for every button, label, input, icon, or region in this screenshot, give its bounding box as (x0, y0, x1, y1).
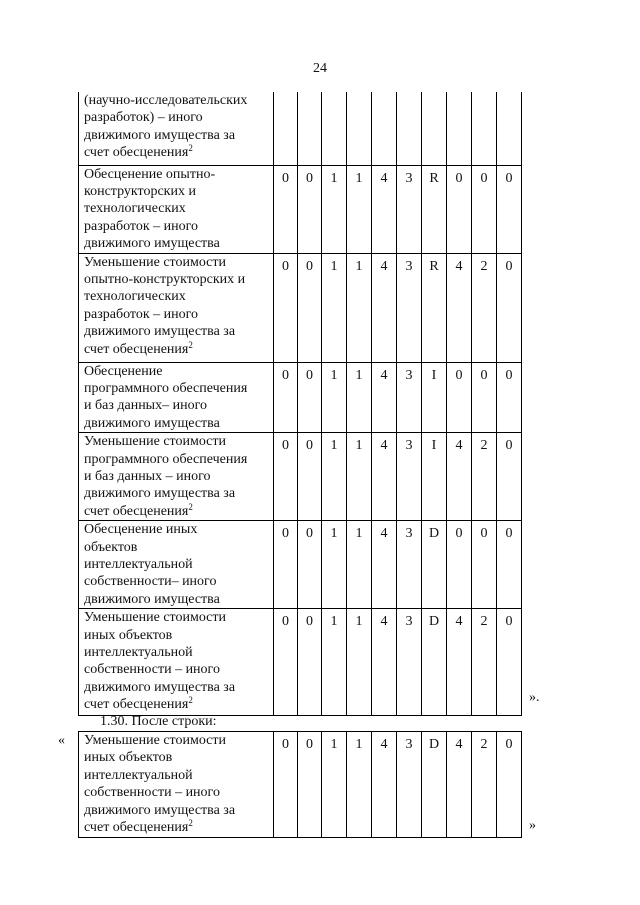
code-digit-cell: 2 (472, 609, 497, 716)
code-digit-cell: 0 (447, 165, 472, 253)
code-digit-cell: 3 (397, 253, 422, 362)
page-number: 24 (313, 61, 327, 76)
code-digit-cell: 4 (447, 253, 472, 362)
description-line: объектов (84, 539, 138, 555)
code-digit-cell: 3 (397, 732, 422, 838)
code-digit-cell: 0 (497, 362, 522, 433)
code-digit-cell: D (422, 609, 447, 716)
code-digit-cell: 3 (397, 362, 422, 433)
description-line: программного обеспечения (84, 451, 248, 467)
code-digit-cell: 2 (472, 253, 497, 362)
code-digit-cell: 0 (497, 253, 522, 362)
description-line: собственности – иного (84, 662, 220, 678)
description-line: движимого имущества за (84, 324, 236, 340)
code-digit-cell: 4 (447, 433, 472, 521)
code-digit-cell: 1 (322, 521, 347, 609)
code-digit-cell: 1 (322, 253, 347, 362)
description-line: разработок – иного (84, 306, 199, 322)
description-line: программного обеспечения (84, 380, 248, 396)
code-digit-cell (372, 92, 397, 165)
row-description (79, 521, 274, 609)
code-digit-cell: 4 (447, 732, 472, 838)
code-digit-cell (497, 92, 522, 165)
code-digit-cell: R (422, 165, 447, 253)
description-line: Уменьшение стоимости (84, 610, 226, 626)
code-digit-cell: 4 (372, 609, 397, 716)
footnote-marker: 2 (188, 695, 193, 706)
code-digit-cell: 1 (347, 165, 372, 253)
description-line: счет обесценения (84, 145, 189, 161)
code-digit-cell: 0 (497, 521, 522, 609)
code-digit-cell: 4 (372, 732, 397, 838)
section-heading: 1.30. После строки: (100, 714, 217, 729)
code-digit-cell: 1 (347, 521, 372, 609)
description-line: счет обесценения (84, 341, 189, 357)
code-digit-cell: 0 (274, 732, 298, 838)
code-digit-cell: 3 (397, 165, 422, 253)
code-digit-cell: 0 (298, 433, 322, 521)
description-line: интеллектуальной (84, 645, 193, 661)
code-digit-cell: 4 (372, 165, 397, 253)
footnote-marker: 2 (188, 143, 193, 154)
description-line: движимого имущества за (84, 127, 236, 143)
code-digit-cell (298, 92, 322, 165)
code-digit-cell: 0 (472, 362, 497, 433)
description-line: иных объектов (84, 627, 173, 643)
description-line: Уменьшение стоимости (84, 254, 226, 270)
description-line: Обесценение (84, 363, 163, 379)
description-line: счет обесценения (84, 503, 189, 519)
table-row (79, 609, 522, 716)
description-line: (научно-исследовательских (84, 93, 248, 108)
code-digit-cell: 0 (497, 732, 522, 838)
code-digit-cell: 0 (298, 521, 322, 609)
description-line: счет обесценения (84, 697, 189, 713)
budget-code-table (78, 92, 522, 716)
code-digit-cell: 0 (298, 362, 322, 433)
code-digit-cell: 1 (322, 609, 347, 716)
description-line: и баз данных – иного (84, 468, 211, 484)
closing-quote-main: ». (529, 690, 540, 705)
row-description (79, 362, 274, 433)
description-line: счет обесценения (84, 820, 189, 836)
description-line: Уменьшение стоимости (84, 434, 226, 450)
closing-quote-tail: » (529, 818, 536, 833)
code-digit-cell (472, 92, 497, 165)
code-digit-cell: 0 (298, 253, 322, 362)
code-digit-cell: 0 (274, 253, 298, 362)
code-digit-cell: 4 (372, 521, 397, 609)
code-digit-cell: 1 (347, 732, 372, 838)
code-digit-cell (347, 92, 372, 165)
code-digit-cell: 2 (472, 732, 497, 838)
code-digit-cell (397, 92, 422, 165)
code-digit-cell: 1 (322, 732, 347, 838)
description-line: иных объектов (84, 750, 173, 766)
description-line: движимого имущества (84, 591, 220, 607)
table-row (79, 362, 522, 433)
code-digit-cell: 0 (274, 362, 298, 433)
row-description (79, 433, 274, 521)
row-description (79, 253, 274, 362)
code-digit-cell: 0 (497, 433, 522, 521)
code-digit-cell: 4 (447, 609, 472, 716)
footnote-marker: 2 (188, 501, 193, 512)
description-line: движимого имущества (84, 415, 220, 431)
code-digit-cell: 0 (298, 165, 322, 253)
code-digit-cell: 0 (274, 433, 298, 521)
code-digit-cell: 3 (397, 521, 422, 609)
code-digit-cell: I (422, 362, 447, 433)
code-digit-cell: 0 (298, 732, 322, 838)
code-digit-cell: 3 (397, 433, 422, 521)
code-digit-cell: 1 (347, 609, 372, 716)
code-digit-cell: 4 (372, 433, 397, 521)
code-digit-cell: 1 (347, 253, 372, 362)
code-digit-cell: R (422, 253, 447, 362)
footnote-marker: 2 (188, 339, 193, 350)
code-digit-cell: 1 (347, 362, 372, 433)
code-digit-cell: 0 (447, 521, 472, 609)
description-line: движимого имущества (84, 236, 220, 252)
code-digit-cell: 0 (497, 165, 522, 253)
row-description (79, 732, 274, 838)
code-digit-cell: 0 (274, 165, 298, 253)
description-line: опытно-конструкторских и (84, 271, 246, 287)
description-line: движимого имущества за (84, 802, 236, 818)
description-line: Обесценение опытно- (84, 166, 216, 182)
table-row (79, 165, 522, 253)
code-digit-cell: 1 (322, 433, 347, 521)
code-digit-cell: 1 (322, 362, 347, 433)
row-description (79, 165, 274, 253)
code-digit-cell: 0 (472, 521, 497, 609)
description-line: собственности – иного (84, 785, 220, 801)
inserted-row-table (78, 731, 522, 838)
table-row (79, 253, 522, 362)
code-digit-cell: D (422, 732, 447, 838)
footnote-marker: 2 (188, 818, 193, 829)
description-line: разработок – иного (84, 218, 199, 234)
code-digit-cell: 1 (322, 165, 347, 253)
description-line: и баз данных– иного (84, 398, 207, 414)
table-row (79, 433, 522, 521)
code-digit-cell: 4 (372, 253, 397, 362)
code-digit-cell (447, 92, 472, 165)
code-digit-cell: 0 (298, 609, 322, 716)
description-line: технологических (84, 289, 186, 305)
table-row (79, 521, 522, 609)
description-line: интеллектуальной (84, 767, 193, 783)
description-line: движимого имущества за (84, 486, 236, 502)
code-digit-cell: 3 (397, 609, 422, 716)
row-description (79, 609, 274, 716)
code-digit-cell: 0 (497, 609, 522, 716)
code-digit-cell: D (422, 521, 447, 609)
code-digit-cell: 0 (274, 521, 298, 609)
code-digit-cell (422, 92, 447, 165)
code-digit-cell: 0 (447, 362, 472, 433)
code-digit-cell: 0 (472, 165, 497, 253)
description-line: собственности– иного (84, 574, 217, 590)
description-line: Обесценение иных (84, 522, 198, 538)
description-line: движимого имущества за (84, 679, 236, 695)
table-row (79, 732, 522, 838)
description-line: Уменьшение стоимости (84, 733, 226, 748)
code-digit-cell: 0 (274, 609, 298, 716)
row-description (79, 92, 274, 165)
code-digit-cell: 4 (372, 362, 397, 433)
code-digit-cell: I (422, 433, 447, 521)
description-line: конструкторских и (84, 183, 196, 199)
code-digit-cell: 1 (347, 433, 372, 521)
code-digit-cell (274, 92, 298, 165)
opening-quote-tail: « (58, 733, 65, 748)
table-row (79, 92, 522, 165)
code-digit-cell (322, 92, 347, 165)
description-line: разработок) – иного (84, 110, 203, 126)
code-digit-cell: 2 (472, 433, 497, 521)
description-line: технологических (84, 201, 186, 217)
description-line: интеллектуальной (84, 557, 193, 572)
